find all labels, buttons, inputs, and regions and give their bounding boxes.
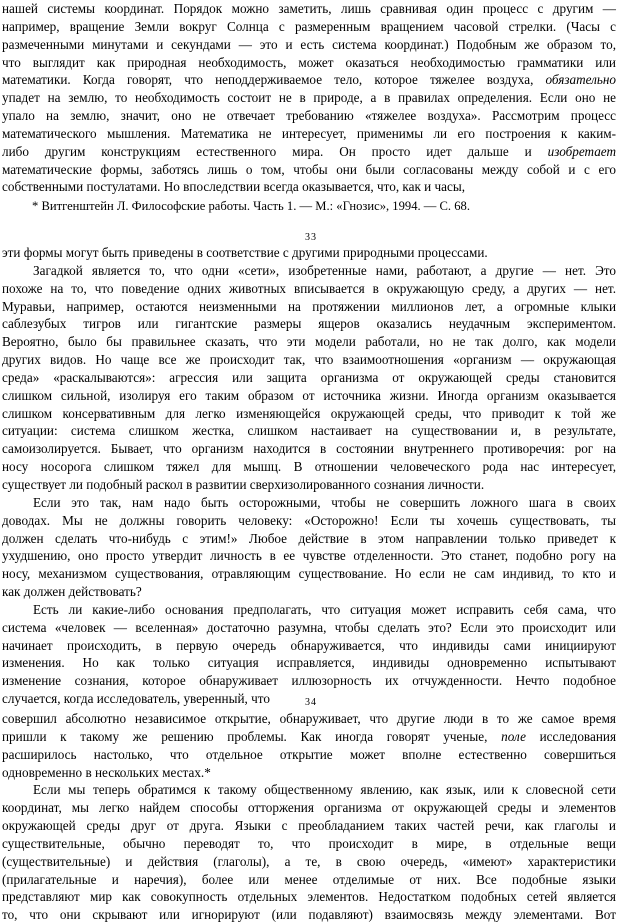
text-line: математические формы, заботясь лишь о том, чтобы они были согласованы между собой и с его <box>2 161 616 177</box>
text-line: например, вращение Земли вокруг Солнца с размеренным вращением часовой стрелки. (Часы с <box>2 18 616 34</box>
text-line: Вероятно, было бы правильнее сказать, что эти модели работали, но не так долго, как модели <box>2 334 616 350</box>
text-line: самоизолируется. Бывает, что организм находится в состоянии внутреннего противоречия: рог на <box>2 441 616 457</box>
paragraph-caution <box>2 494 616 601</box>
text-line: то, что они скрывают или игнорируют (или подавляют) взаимосвязь между элементами. Вот <box>2 907 616 923</box>
emphasis-pole: поле <box>501 728 526 744</box>
text-segment: либо другим конструкциям естественного мира. Он просто идет дальше и <box>2 143 532 159</box>
text-line: Если мы теперь обратимся к такому общественному явлению, как язык, или к словесной сети <box>33 782 616 798</box>
emphasis-izobretaet: изобретает <box>547 143 616 159</box>
text-line: Муравьи, например, остаются неизменными на протяжении миллионов лет, а огромные клыки <box>2 298 616 314</box>
text-line: слишком сильной, изолируя его таким образом от источника жизни. Иногда организм оказывается <box>2 387 616 403</box>
text-line: доводах. Мы не должны говорить человеку: «Осторожно! Если ты хочешь существовать, ты <box>2 512 616 528</box>
text-line: система «человек — вселенная» достаточно разумна, чтобы сделать это? Если это происходит или <box>2 619 616 635</box>
text-line: начинает происходить, в первую очередь обнаруживается, что индивиды сами инициируют <box>2 637 616 653</box>
text-line: координат, мы легко найдем способы отторжения организма от окружающей среды и элементов <box>2 800 616 816</box>
text-line: упадет на землю, то необходимость состоит не в природе, а в правилах определения. Если оно не <box>2 90 616 106</box>
text-line: представляют мир как совокупность отдельных элементов. Недостатком подобных сетей является <box>2 889 616 905</box>
text-line: Загадкой является то, что одни «сети», изобретенные нами, работают, а другие — нет. Это <box>33 262 616 278</box>
opening-paragraph <box>2 0 616 196</box>
text-line: упало на землю, значит, оно не отвечает требованию «тяжелее воздуха». Рассмотрим процесс <box>2 108 616 124</box>
page-number: 34 <box>305 697 317 708</box>
text-segment: пришли к такому же решению проблемы. Как иногда говорят ученые, <box>2 728 488 744</box>
paragraph-language <box>2 781 616 924</box>
text-line: математического мышления. Математика не интересует, применимы ли его построения к каким- <box>2 125 616 141</box>
text-line: изменение сознания, которое обнаруживает иллюзорность их отчужденности. Нечто подобное <box>2 673 616 689</box>
text-line: существует ли подобный раскол в развитии сверхизолированного сознания личности. <box>2 476 485 492</box>
paragraph-self-correction <box>2 601 616 708</box>
text-segment: исследования <box>539 728 617 744</box>
text-line <box>2 728 616 746</box>
text-line: Если это так, нам надо быть осторожными, чтобы не совершить ложного шага в своих <box>33 494 616 510</box>
text-line: среда» «раскалываются»: агрессия или защита организма от окружающей среды становится <box>2 369 616 385</box>
text-line: совершил абсолютно независимое открытие, обнаруживает, что другие люди в то же самое время <box>2 711 616 726</box>
paragraph-networks <box>2 262 616 494</box>
text-line <box>2 143 616 161</box>
text-line: размеченными минутами и секундами — это и есть система координат.) Подобным же образом то, <box>2 36 616 52</box>
text-line: изменения. Но как только ситуация исправляется, индивиды одновременно испытывают <box>2 655 616 671</box>
text-line: (существительные) и действия (глаголы), а те, в свою очередь, «имеют» характеристики <box>2 853 616 869</box>
text-line: собственными постулатами. Но впоследствии всегда оказывается, что, как и часы, <box>2 179 466 195</box>
page-number: 33 <box>305 232 317 243</box>
text-segment: математики. Когда говорят, что неподдерживаемое тело, которое тяжелее воздуха, <box>2 72 534 88</box>
text-line: нашей системы координат. Порядок можно заметить, лишь сравнивая один процесс с другим — <box>2 1 616 16</box>
text-line: что выглядит как природная необходимость, может оказаться необходимостью грамматики или <box>2 54 616 70</box>
text-line: ситуации: система слишком жестка, слишком настаивает на существовании и, в результате, <box>2 423 616 439</box>
text-line: существительные, обычно переводят то, что происходит в мире, в отдельные вещи <box>2 835 616 851</box>
text-line: носу носорога слишком тяжел для мышц. В отношении человеческого рода нас интересует, <box>2 459 616 475</box>
middle-section <box>2 244 616 708</box>
text-line: похоже на то, что поведение одних животных вписывается в окружающую среду, а других — нет. <box>2 280 616 296</box>
emphasis-obyazatelno: обязательно <box>545 72 617 88</box>
text-line: эти формы могут быть приведены в соответствие с другими природными процессами. <box>2 245 488 260</box>
text-line: как должен действовать? <box>2 584 142 600</box>
text-line: случается, когда исследователь, уверенный, что <box>2 691 270 707</box>
text-line: расширилось настолько, что отдельное открытие может вполне естественно совершиться <box>2 746 616 762</box>
text-line: ухудшению, оно просто утвердит личность в ее чувстве отделенности. Это станет, подобно рогу на <box>2 548 616 564</box>
text-line: должен сделать что-нибудь с этим!» Любое действие в этом направлении только приведет к <box>2 530 616 546</box>
text-line: других видов. Но чаще все же происходит так, что взаимоотношения «организм — окружающая <box>2 352 616 368</box>
bottom-section <box>2 710 616 924</box>
text-line: слишком консервативным для легко изменяющейся окружающей среды, что приводит к той же <box>2 405 616 421</box>
text-line: саблезубых тигров или гигантские размеры ящеров оказались неудачным экспериментом. <box>2 316 616 332</box>
text-line: одновременно в нескольких местах.* <box>2 764 211 780</box>
text-line: окружающей среды друг от друга. Языки с преобладанием таких частей речи, как глаголы и <box>2 818 616 834</box>
text-line: носу, механизмом существования, отравляющим существование. Но если не сам индивид, то кто и <box>2 566 616 582</box>
footnote: * Витгенштейн Л. Философские работы. Часть 1. — М.: «Гнозис», 1994. — С. 68. <box>32 199 470 213</box>
text-line: Есть ли какие-либо основания предполагать, что ситуация может исправить себя сама, что <box>33 601 616 617</box>
text-line <box>2 71 616 89</box>
text-line: (прилагательные и наречия), более или менее отделимые от них. Все подобные языки <box>2 871 616 887</box>
